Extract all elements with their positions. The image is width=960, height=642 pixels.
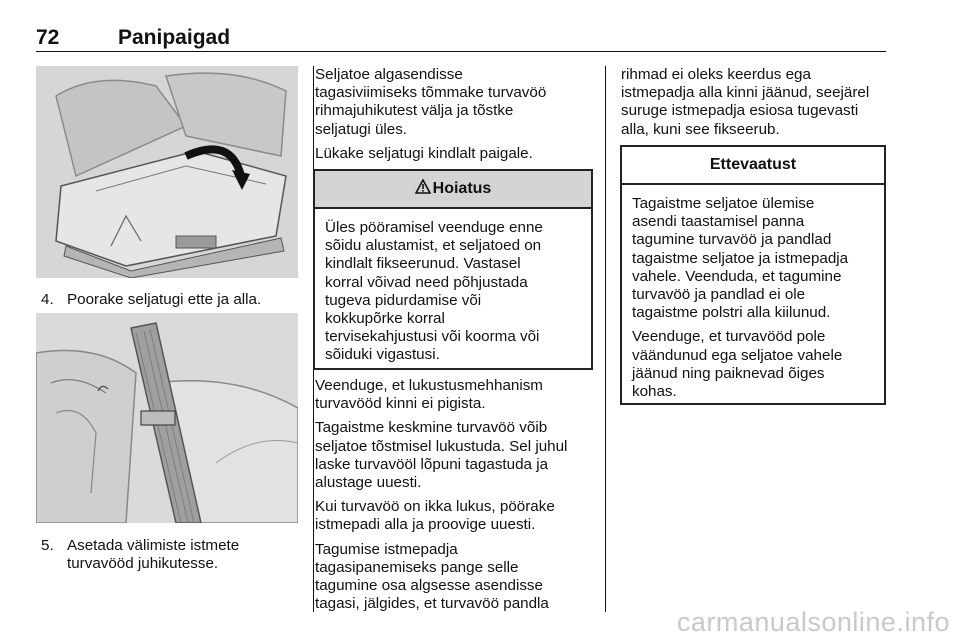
text-line: jäänud ning paiknevad õiges xyxy=(632,364,825,382)
step-5-line1: Asetada välimiste istmete xyxy=(67,537,240,554)
text-line: vahele. Veenduda, et tagumine xyxy=(632,267,842,285)
text-line: kokkupõrke korral xyxy=(325,310,445,328)
header-rule xyxy=(36,51,886,52)
caution-box xyxy=(620,145,886,405)
text-line: korral võivad need põhjustada xyxy=(325,273,528,291)
text-line: tagaistme polstri alla kiilunud. xyxy=(632,304,831,322)
text-line: alla, kuni see fikseerub. xyxy=(621,120,780,138)
text-line: seljatoe tõstmisel lukustuda. Sel juhul xyxy=(315,437,568,455)
text-line: turvavööd kinni ei pigista. xyxy=(315,395,486,413)
page-header xyxy=(36,26,886,52)
middle-column-top xyxy=(315,66,600,169)
step-4 xyxy=(41,291,303,309)
text-line: seljatugi üles. xyxy=(315,120,408,138)
caution-box-header xyxy=(622,147,884,185)
text-line: turvavöö ja pandlad ei ole xyxy=(632,286,806,304)
warning-body xyxy=(315,209,591,371)
middle-paragraph-6 xyxy=(315,541,603,614)
illustration-belt-guide xyxy=(36,313,298,523)
text-line: tagaistme seljatoe ja istmepadja xyxy=(632,249,849,267)
text-line: suruge istmepadja esiosa tugevasti xyxy=(621,102,859,120)
caution-paragraph-2 xyxy=(632,328,874,401)
right-column-top xyxy=(621,66,891,145)
caution-title: Ettevaatust xyxy=(709,156,797,173)
middle-paragraph-5 xyxy=(315,498,603,534)
middle-column-bottom xyxy=(315,377,603,619)
warning-box-header xyxy=(315,171,591,209)
text-line: väändunud ega seljatoe vahele xyxy=(632,346,843,364)
right-paragraph-1 xyxy=(621,66,891,139)
step-5-number: 5. xyxy=(41,537,54,554)
text-line: tervisekahjustusi või koorma või xyxy=(325,328,540,346)
text-line: Kui turvavöö on ikka lukus, pöörake xyxy=(315,498,555,516)
text-line: rihmajuhikutest välja ja tõstke xyxy=(315,102,514,120)
section-title: Panipaigad xyxy=(118,26,231,49)
text-line: tagasiviimiseks tõmmake turvavöö xyxy=(315,84,547,102)
caution-body xyxy=(622,185,884,413)
text-line: Üles pööramisel veenduge enne xyxy=(325,219,543,236)
text-line: tugeva pidurdamise või xyxy=(325,291,482,309)
watermark: carmanualsonline.info xyxy=(676,607,950,637)
text-line: sõidu alustamist, et seljatoed on xyxy=(325,237,542,255)
column-divider-right xyxy=(605,66,606,612)
step-4-number: 4. xyxy=(41,291,54,308)
middle-paragraph-1 xyxy=(315,66,600,139)
text-line: Veenduge, et lukustusmehhanism xyxy=(315,377,543,394)
text-line: istmepadi alla ja proovige uuesti. xyxy=(315,516,536,534)
caution-paragraph-1 xyxy=(632,195,874,322)
text-line: tagumine turvavöö ja pandlad xyxy=(632,231,832,249)
text-line: kohas. xyxy=(632,383,677,401)
text-line: laske turvavööl lõpuni tagastuda ja xyxy=(315,455,549,473)
text-line: Tagaistme seljatoe ülemise xyxy=(632,195,815,212)
text-line: Seljatoe algasendisse xyxy=(315,66,463,83)
warning-triangle-icon xyxy=(415,179,431,199)
middle-paragraph-2: Lükake seljatugi kindlalt paigale. xyxy=(315,144,533,162)
warning-box xyxy=(313,169,593,370)
middle-paragraph-3 xyxy=(315,377,603,413)
step-5 xyxy=(41,537,303,573)
text-line: tagasipanemiseks pange selle xyxy=(315,558,519,576)
text-line: tagasi, jälgides, et turvavöö pandla xyxy=(315,595,549,613)
middle-paragraph-4 xyxy=(315,419,603,492)
page-number: 72 xyxy=(36,26,60,49)
text-line: Veenduge, et turvavööd pole xyxy=(632,328,826,346)
text-line: asendi taastamisel panna xyxy=(632,213,805,231)
step-5-line2: turvavööd juhikutesse. xyxy=(67,555,219,573)
text-line: alustage uuesti. xyxy=(315,474,422,492)
text-line: rihmad ei oleks keerdus ega xyxy=(621,66,811,83)
step-4-text: Poorake seljatugi ette ja alla. xyxy=(67,291,262,308)
illustration-folding-seat xyxy=(36,66,298,278)
text-line: Tagumise istmepadja xyxy=(315,540,458,558)
text-line: tagumine osa algsesse asendisse xyxy=(315,577,543,595)
warning-title: Hoiatus xyxy=(432,180,492,197)
text-line: kindlalt fikseerunud. Vastasel xyxy=(325,255,521,273)
text-line: istmepadja alla kinni jäänud, seejärel xyxy=(621,84,870,102)
text-line: Tagaistme keskmine turvavöö võib xyxy=(315,419,548,437)
text-line: sõiduki vigastusi. xyxy=(325,346,440,364)
